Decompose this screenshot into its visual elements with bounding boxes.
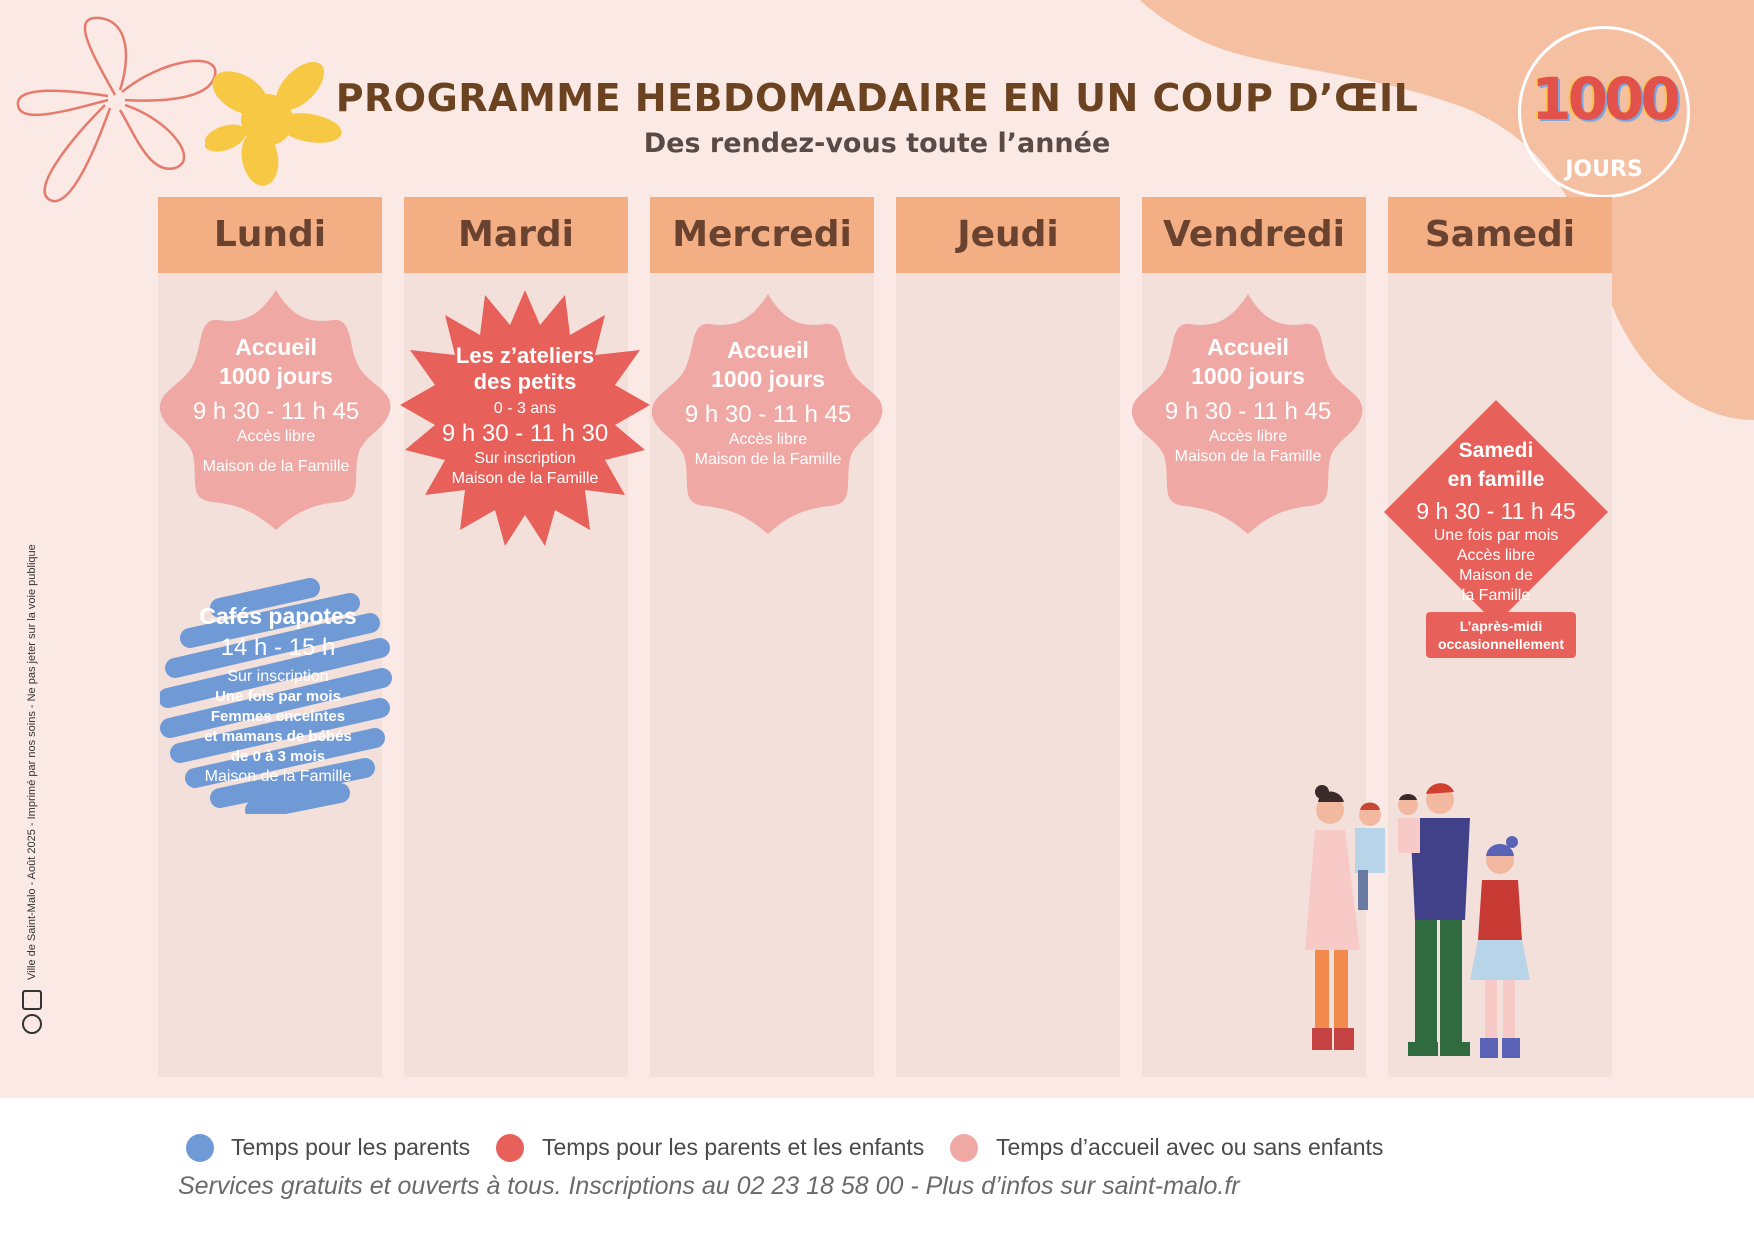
afternoon-tag	[1426, 612, 1576, 658]
footnote: Services gratuits et ouverts à tous. Inscriptions au 02 23 18 58 00 - Plus d’infos sur saint-malo.fr	[178, 1172, 1240, 1200]
event-time: 9 h 30 - 11 h 30	[441, 420, 609, 447]
event-access: Accès libre	[1456, 547, 1536, 564]
event-access: Accès libre	[1208, 428, 1288, 445]
event-access: Accès libre	[728, 431, 808, 448]
event-access: Accès libre	[236, 428, 316, 445]
event-note: Femmes enceintes	[210, 708, 346, 725]
tag-line: occasionnellement	[1437, 636, 1565, 652]
event-time: 9 h 30 - 11 h 45	[1416, 498, 1576, 524]
legend-dot-parents-enfants	[496, 1134, 524, 1162]
page-title: PROGRAMME HEBDOMADAIRE EN UN COUP D’ŒIL	[335, 76, 1419, 120]
event-time: 14 h - 15 h	[220, 634, 336, 661]
event-place: Maison de la Famille	[202, 458, 350, 475]
event-title: Accueil	[1207, 334, 1289, 360]
event-access: Sur inscription	[474, 450, 576, 467]
tag-line: L’après-midi	[1459, 618, 1543, 634]
legend-label-parents-enfants: Temps pour les parents et les enfants	[542, 1134, 925, 1160]
day-header-lundi: Lundi	[158, 197, 382, 273]
logo-number: 1000	[1531, 65, 1677, 133]
event-title: Accueil	[235, 334, 317, 360]
event-lundi-accueil	[158, 333, 394, 477]
column-body	[896, 273, 1120, 1077]
legend-label-accueil: Temps d’accueil avec ou sans enfants	[996, 1134, 1384, 1160]
event-time: 9 h 30 - 11 h 45	[192, 398, 360, 425]
day-header-jeudi: Jeudi	[896, 197, 1120, 273]
event-title: des petits	[473, 369, 577, 394]
print-logo-icon	[22, 990, 44, 1040]
footer	[0, 1098, 1754, 1241]
event-time: 9 h 30 - 11 h 45	[1164, 398, 1332, 425]
event-title: 1000 jours	[1191, 363, 1305, 389]
event-note: Sur inscription	[227, 668, 329, 685]
event-place: Maison de	[1459, 567, 1533, 584]
event-place: Maison de la Famille	[451, 470, 599, 487]
event-title: 1000 jours	[219, 363, 333, 389]
page-subtitle: Des rendez-vous toute l’année	[643, 128, 1111, 159]
legend-label-parents: Temps pour les parents	[231, 1134, 471, 1160]
event-place: Maison de la Famille	[1174, 448, 1322, 465]
event-title: Les z’ateliers	[455, 343, 595, 368]
event-title: en famille	[1447, 468, 1545, 491]
event-samedi-famille	[1384, 436, 1608, 606]
family-illustration	[1300, 780, 1540, 1080]
event-note: Une fois par mois	[215, 688, 341, 705]
event-place: la Famille	[1461, 587, 1531, 604]
event-title: 1000 jours	[711, 366, 825, 392]
event-place: Maison de la Famille	[204, 768, 352, 785]
event-note: de 0 à 3 mois	[230, 748, 326, 765]
event-age: 0 - 3 ans	[493, 400, 557, 417]
day-header-samedi: Samedi	[1388, 197, 1612, 273]
side-note: Ville de Saint-Malo - Août 2025 - Imprimé par nos soins - Ne pas jeter sur la voie publique	[26, 544, 38, 980]
event-place: Maison de la Famille	[694, 451, 842, 468]
event-title: Accueil	[727, 337, 809, 363]
event-title: Samedi	[1458, 439, 1534, 462]
event-frequency: Une fois par mois	[1433, 527, 1559, 544]
event-vendredi-accueil	[1130, 333, 1366, 467]
event-mercredi-accueil	[650, 336, 886, 470]
column-jeudi	[896, 197, 1120, 1077]
day-header-vendredi: Vendredi	[1142, 197, 1366, 273]
event-title: Cafés papotes	[199, 603, 357, 629]
event-note: et mamans de bébés	[204, 728, 352, 745]
event-mardi-ateliers	[400, 343, 650, 489]
legend-dot-parents	[186, 1134, 214, 1162]
day-header-mardi: Mardi	[404, 197, 628, 273]
event-lundi-cafes	[160, 602, 396, 787]
day-header-mercredi: Mercredi	[650, 197, 874, 273]
event-time: 9 h 30 - 11 h 45	[684, 401, 852, 428]
logo-word: JOURS	[1565, 157, 1643, 182]
legend-dot-accueil	[950, 1134, 978, 1162]
